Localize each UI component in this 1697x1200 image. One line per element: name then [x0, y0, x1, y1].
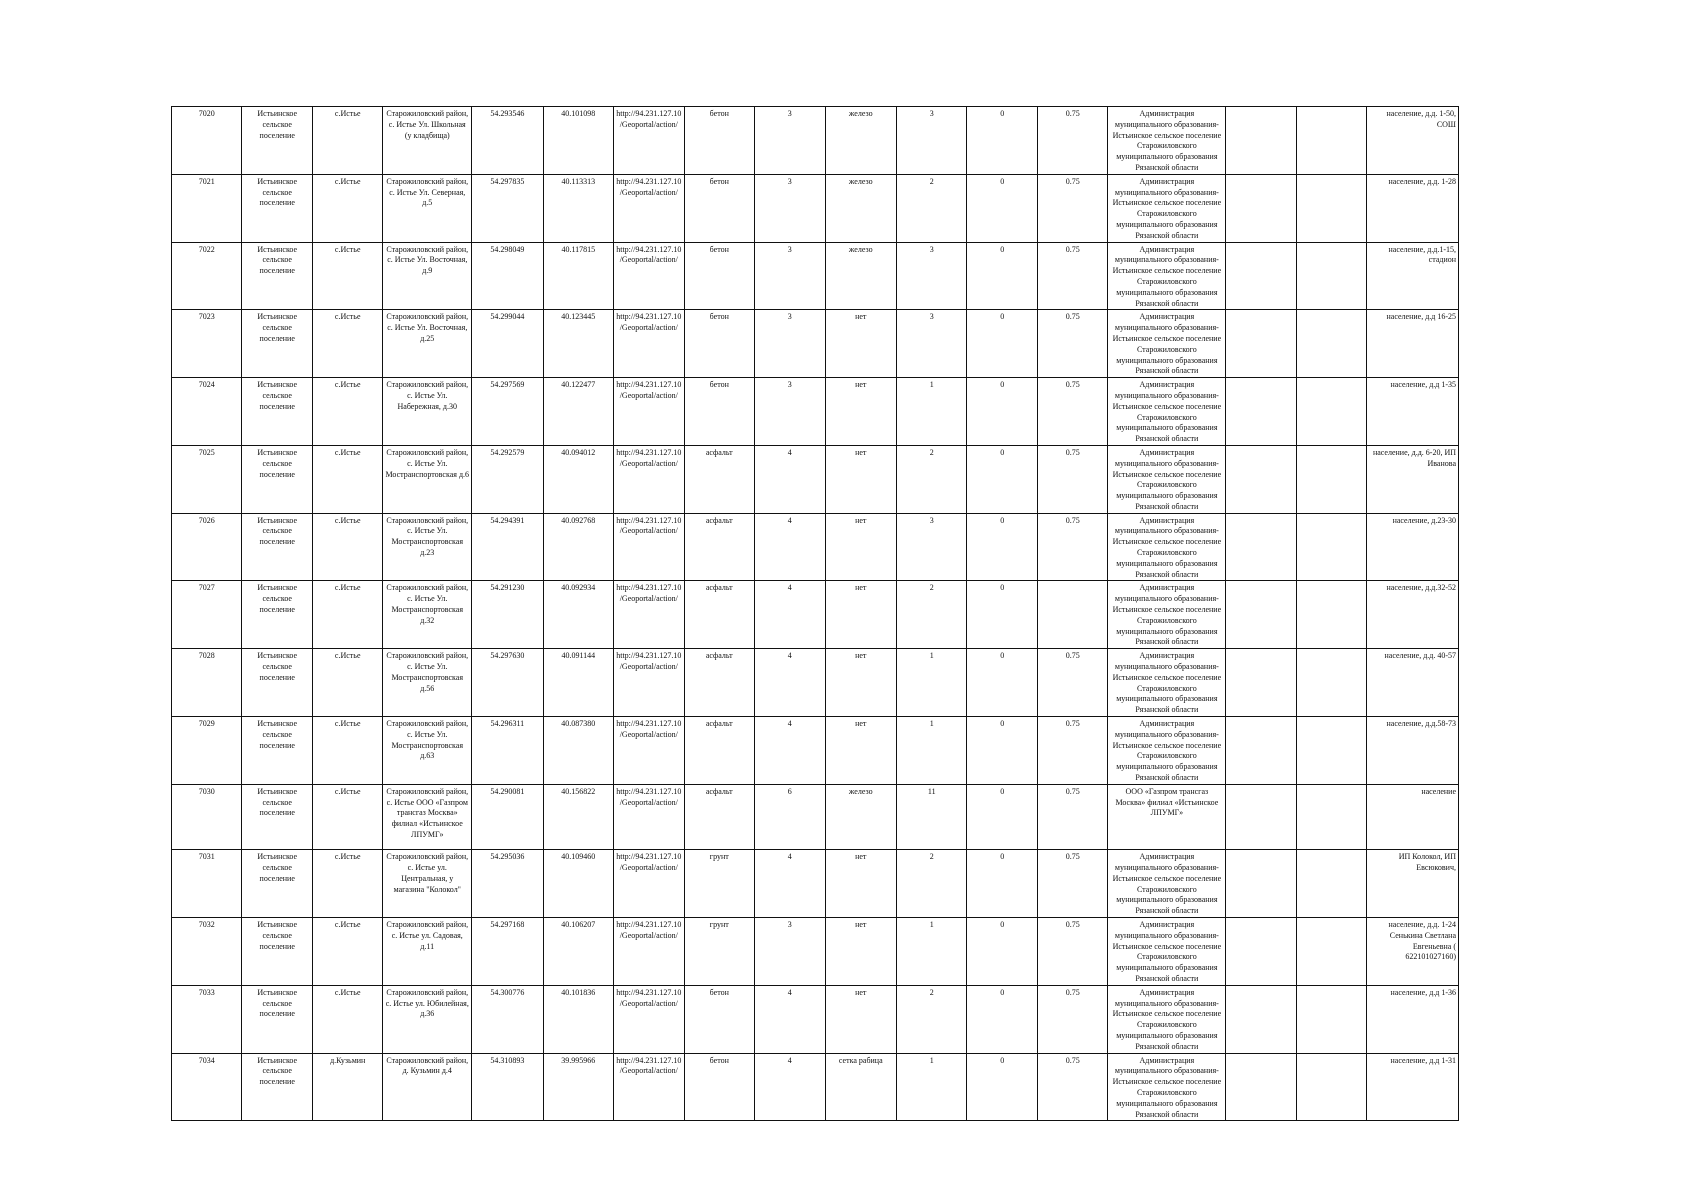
- container-volume-cell: 0.75: [1037, 242, 1107, 310]
- surface-cell: бетон: [684, 310, 754, 378]
- sources-cell: население, д.д. 1-50, СОШ: [1367, 107, 1459, 175]
- sources-cell: население, д.д. 40-57: [1367, 649, 1459, 717]
- container-volume-cell: 0.75: [1037, 1053, 1107, 1121]
- empty-a-cell: [1226, 850, 1296, 918]
- map-link-cell: http://94.231.127.10/Geoportal/action/: [614, 581, 684, 649]
- surface-cell: асфальт: [684, 717, 754, 785]
- map-link-cell: http://94.231.127.10/Geoportal/action/: [614, 917, 684, 985]
- sources-cell: население, д.д. 1-24 Сенькина Светлана Евгеньевна ( 622101027160): [1367, 917, 1459, 985]
- locality-cell: с.Истье: [312, 174, 382, 242]
- longitude-cell: 40.094012: [543, 445, 613, 513]
- surface-cell: асфальт: [684, 581, 754, 649]
- fence-cell: нет: [825, 581, 897, 649]
- site-number-cell: 7033: [172, 985, 242, 1053]
- map-link-cell: http://94.231.127.10/Geoportal/action/: [614, 985, 684, 1053]
- sources-cell: население, д.д 16-25: [1367, 310, 1459, 378]
- container-count-cell: 1: [897, 1053, 967, 1121]
- map-link-cell: http://94.231.127.10/Geoportal/action/: [614, 784, 684, 849]
- empty-a-cell: [1226, 174, 1296, 242]
- container-count-cell: 1: [897, 717, 967, 785]
- empty-b-cell: [1296, 1053, 1366, 1121]
- address-cell: Старожиловский район, с. Истье Ул. Мостранспортовская д.56: [383, 649, 472, 717]
- sources-cell: население, д.д.58-73: [1367, 717, 1459, 785]
- large-container-count-cell: 0: [967, 107, 1037, 175]
- table-row: [172, 649, 1459, 717]
- empty-a-cell: [1226, 581, 1296, 649]
- owner-cell: Администрация муниципального образования-Истьинское сельское поселение Старожиловского муниципального образования Рязанской области: [1108, 917, 1226, 985]
- longitude-cell: 40.106207: [543, 917, 613, 985]
- site-number-cell: 7029: [172, 717, 242, 785]
- address-cell: Старожиловский район, с. Истье Ул. Восточная, д.9: [383, 242, 472, 310]
- fence-cell: сетка рабица: [825, 1053, 897, 1121]
- settlement-cell: Истьинское сельское поселение: [242, 649, 312, 717]
- map-link-cell: http://94.231.127.10/Geoportal/action/: [614, 242, 684, 310]
- owner-cell: Администрация муниципального образования-Истьинское сельское поселение Старожиловского муниципального образования Рязанской области: [1108, 378, 1226, 446]
- longitude-cell: 40.156822: [543, 784, 613, 849]
- map-link-cell: http://94.231.127.10/Geoportal/action/: [614, 717, 684, 785]
- empty-a-cell: [1226, 917, 1296, 985]
- table-row: [172, 107, 1459, 175]
- empty-b-cell: [1296, 513, 1366, 581]
- container-count-cell: 3: [897, 242, 967, 310]
- fence-cell: нет: [825, 649, 897, 717]
- longitude-cell: 40.087380: [543, 717, 613, 785]
- empty-b-cell: [1296, 784, 1366, 849]
- area-cell: 3: [755, 378, 825, 446]
- owner-cell: Администрация муниципального образования-Истьинское сельское поселение Старожиловского муниципального образования Рязанской области: [1108, 242, 1226, 310]
- owner-cell: Администрация муниципального образования-Истьинское сельское поселение Старожиловского муниципального образования Рязанской области: [1108, 445, 1226, 513]
- owner-cell: Администрация муниципального образования-Истьинское сельское поселение Старожиловского муниципального образования Рязанской области: [1108, 310, 1226, 378]
- locality-cell: с.Истье: [312, 917, 382, 985]
- fence-cell: железо: [825, 174, 897, 242]
- map-link-cell: http://94.231.127.10/Geoportal/action/: [614, 445, 684, 513]
- surface-cell: асфальт: [684, 649, 754, 717]
- empty-b-cell: [1296, 850, 1366, 918]
- map-link-cell: http://94.231.127.10/Geoportal/action/: [614, 649, 684, 717]
- container-volume-cell: 0.75: [1037, 107, 1107, 175]
- surface-cell: грунт: [684, 850, 754, 918]
- longitude-cell: 40.113313: [543, 174, 613, 242]
- fence-cell: железо: [825, 784, 897, 849]
- large-container-count-cell: 0: [967, 784, 1037, 849]
- longitude-cell: 40.101836: [543, 985, 613, 1053]
- address-cell: Старожиловский район, с. Истье Ул. Мостранспортовская д.32: [383, 581, 472, 649]
- container-volume-cell: 0.75: [1037, 917, 1107, 985]
- site-number-cell: 7025: [172, 445, 242, 513]
- table-row: [172, 581, 1459, 649]
- site-number-cell: 7024: [172, 378, 242, 446]
- area-cell: 4: [755, 445, 825, 513]
- large-container-count-cell: 0: [967, 649, 1037, 717]
- large-container-count-cell: 0: [967, 378, 1037, 446]
- container-count-cell: 3: [897, 310, 967, 378]
- locality-cell: с.Истье: [312, 717, 382, 785]
- area-cell: 3: [755, 107, 825, 175]
- registry-table-page: [171, 106, 1459, 1119]
- latitude-cell: 54.294391: [472, 513, 544, 581]
- longitude-cell: 39.995966: [543, 1053, 613, 1121]
- locality-cell: с.Истье: [312, 581, 382, 649]
- container-count-cell: 2: [897, 174, 967, 242]
- waste-sites-table: [171, 106, 1459, 1121]
- large-container-count-cell: 0: [967, 717, 1037, 785]
- empty-b-cell: [1296, 242, 1366, 310]
- table-row: [172, 917, 1459, 985]
- site-number-cell: 7028: [172, 649, 242, 717]
- area-cell: 4: [755, 717, 825, 785]
- sources-cell: население, д.д 1-36: [1367, 985, 1459, 1053]
- large-container-count-cell: 0: [967, 581, 1037, 649]
- longitude-cell: 40.091144: [543, 649, 613, 717]
- empty-b-cell: [1296, 378, 1366, 446]
- empty-b-cell: [1296, 717, 1366, 785]
- table-row: [172, 174, 1459, 242]
- latitude-cell: 54.310893: [472, 1053, 544, 1121]
- area-cell: 4: [755, 850, 825, 918]
- area-cell: 3: [755, 174, 825, 242]
- address-cell: Старожиловский район, с. Истье Ул. Северная, д.5: [383, 174, 472, 242]
- large-container-count-cell: 0: [967, 310, 1037, 378]
- address-cell: Старожиловский район, с. Истье Ул. Мостранспортовская д.23: [383, 513, 472, 581]
- table-row: [172, 784, 1459, 849]
- sources-cell: население, д.д 1-31: [1367, 1053, 1459, 1121]
- sources-cell: ИП Колокол, ИП Евсюкович,: [1367, 850, 1459, 918]
- settlement-cell: Истьинское сельское поселение: [242, 985, 312, 1053]
- locality-cell: с.Истье: [312, 985, 382, 1053]
- surface-cell: бетон: [684, 1053, 754, 1121]
- site-number-cell: 7031: [172, 850, 242, 918]
- empty-b-cell: [1296, 649, 1366, 717]
- table-row: [172, 378, 1459, 446]
- site-number-cell: 7032: [172, 917, 242, 985]
- locality-cell: с.Истье: [312, 107, 382, 175]
- address-cell: Старожиловский район, с. Истье Ул. Восточная, д.25: [383, 310, 472, 378]
- sources-cell: население, д.д. 1-28: [1367, 174, 1459, 242]
- map-link-cell: http://94.231.127.10/Geoportal/action/: [614, 378, 684, 446]
- settlement-cell: Истьинское сельское поселение: [242, 784, 312, 849]
- settlement-cell: Истьинское сельское поселение: [242, 581, 312, 649]
- settlement-cell: Истьинское сельское поселение: [242, 513, 312, 581]
- fence-cell: нет: [825, 985, 897, 1053]
- empty-a-cell: [1226, 378, 1296, 446]
- empty-a-cell: [1226, 445, 1296, 513]
- table-row: [172, 717, 1459, 785]
- locality-cell: с.Истье: [312, 445, 382, 513]
- table-row: [172, 310, 1459, 378]
- container-volume-cell: 0.75: [1037, 445, 1107, 513]
- address-cell: Старожиловский район, с. Истье ООО «Газпром трансгаз Москва» филиал «Истьинское ЛПУМГ»: [383, 784, 472, 849]
- longitude-cell: 40.109460: [543, 850, 613, 918]
- owner-cell: ООО «Газпром трансгаз Москва» филиал «Истьинское ЛПУМГ»: [1108, 784, 1226, 849]
- large-container-count-cell: 0: [967, 850, 1037, 918]
- empty-b-cell: [1296, 917, 1366, 985]
- site-number-cell: 7020: [172, 107, 242, 175]
- surface-cell: грунт: [684, 917, 754, 985]
- owner-cell: Администрация муниципального образования-Истьинское сельское поселение Старожиловского муниципального образования Рязанской области: [1108, 717, 1226, 785]
- container-count-cell: 2: [897, 581, 967, 649]
- large-container-count-cell: 0: [967, 513, 1037, 581]
- latitude-cell: 54.296311: [472, 717, 544, 785]
- latitude-cell: 54.297569: [472, 378, 544, 446]
- area-cell: 4: [755, 985, 825, 1053]
- longitude-cell: 40.117815: [543, 242, 613, 310]
- container-volume-cell: 0.75: [1037, 649, 1107, 717]
- address-cell: Старожиловский район, с. Истье ул. Садовая, д.11: [383, 917, 472, 985]
- settlement-cell: Истьинское сельское поселение: [242, 242, 312, 310]
- settlement-cell: Истьинское сельское поселение: [242, 107, 312, 175]
- longitude-cell: 40.092768: [543, 513, 613, 581]
- container-volume-cell: 0.75: [1037, 310, 1107, 378]
- longitude-cell: 40.123445: [543, 310, 613, 378]
- latitude-cell: 54.300776: [472, 985, 544, 1053]
- area-cell: 4: [755, 1053, 825, 1121]
- owner-cell: Администрация муниципального образования-Истьинское сельское поселение Старожиловского муниципального образования Рязанской области: [1108, 513, 1226, 581]
- empty-a-cell: [1226, 1053, 1296, 1121]
- empty-a-cell: [1226, 717, 1296, 785]
- sources-cell: население, д.23-30: [1367, 513, 1459, 581]
- container-count-cell: 2: [897, 850, 967, 918]
- fence-cell: нет: [825, 717, 897, 785]
- owner-cell: Администрация муниципального образования-Истьинское сельское поселение Старожиловского муниципального образования Рязанской области: [1108, 850, 1226, 918]
- empty-a-cell: [1226, 784, 1296, 849]
- table-row: [172, 1053, 1459, 1121]
- locality-cell: с.Истье: [312, 850, 382, 918]
- empty-a-cell: [1226, 513, 1296, 581]
- fence-cell: нет: [825, 917, 897, 985]
- locality-cell: с.Истье: [312, 242, 382, 310]
- site-number-cell: 7027: [172, 581, 242, 649]
- large-container-count-cell: 0: [967, 445, 1037, 513]
- table-row: [172, 445, 1459, 513]
- settlement-cell: Истьинское сельское поселение: [242, 174, 312, 242]
- empty-b-cell: [1296, 174, 1366, 242]
- container-volume-cell: 0.75: [1037, 174, 1107, 242]
- locality-cell: д.Кузьмин: [312, 1053, 382, 1121]
- large-container-count-cell: 0: [967, 985, 1037, 1053]
- large-container-count-cell: 0: [967, 174, 1037, 242]
- owner-cell: Администрация муниципального образования-Истьинское сельское поселение Старожиловского муниципального образования Рязанской области: [1108, 107, 1226, 175]
- table-row: [172, 850, 1459, 918]
- settlement-cell: Истьинское сельское поселение: [242, 445, 312, 513]
- settlement-cell: Истьинское сельское поселение: [242, 310, 312, 378]
- longitude-cell: 40.101098: [543, 107, 613, 175]
- locality-cell: с.Истье: [312, 649, 382, 717]
- surface-cell: бетон: [684, 107, 754, 175]
- container-count-cell: 1: [897, 649, 967, 717]
- container-volume-cell: 0.75: [1037, 850, 1107, 918]
- container-volume-cell: 0.75: [1037, 717, 1107, 785]
- empty-a-cell: [1226, 649, 1296, 717]
- map-link-cell: http://94.231.127.10/Geoportal/action/: [614, 310, 684, 378]
- area-cell: 4: [755, 513, 825, 581]
- map-link-cell: http://94.231.127.10/Geoportal/action/: [614, 174, 684, 242]
- area-cell: 4: [755, 649, 825, 717]
- empty-b-cell: [1296, 581, 1366, 649]
- surface-cell: бетон: [684, 378, 754, 446]
- fence-cell: нет: [825, 378, 897, 446]
- surface-cell: асфальт: [684, 513, 754, 581]
- empty-a-cell: [1226, 242, 1296, 310]
- container-volume-cell: 0.75: [1037, 513, 1107, 581]
- sources-cell: население, д.д.1-15, стадион: [1367, 242, 1459, 310]
- latitude-cell: 54.297168: [472, 917, 544, 985]
- owner-cell: Администрация муниципального образования-Истьинское сельское поселение Старожиловского муниципального образования Рязанской области: [1108, 649, 1226, 717]
- empty-b-cell: [1296, 445, 1366, 513]
- sources-cell: население, д.д. 6-20, ИП Иванова: [1367, 445, 1459, 513]
- fence-cell: нет: [825, 513, 897, 581]
- longitude-cell: 40.122477: [543, 378, 613, 446]
- empty-b-cell: [1296, 107, 1366, 175]
- area-cell: 3: [755, 242, 825, 310]
- container-count-cell: 2: [897, 445, 967, 513]
- empty-a-cell: [1226, 310, 1296, 378]
- map-link-cell: http://94.231.127.10/Geoportal/action/: [614, 107, 684, 175]
- container-volume-cell: 0.75: [1037, 985, 1107, 1053]
- empty-b-cell: [1296, 985, 1366, 1053]
- fence-cell: нет: [825, 310, 897, 378]
- locality-cell: с.Истье: [312, 784, 382, 849]
- site-number-cell: 7026: [172, 513, 242, 581]
- area-cell: 4: [755, 581, 825, 649]
- site-number-cell: 7022: [172, 242, 242, 310]
- owner-cell: Администрация муниципального образования-Истьинское сельское поселение Старожиловского муниципального образования Рязанской области: [1108, 174, 1226, 242]
- map-link-cell: http://94.231.127.10/Geoportal/action/: [614, 850, 684, 918]
- latitude-cell: 54.291230: [472, 581, 544, 649]
- container-count-cell: 3: [897, 513, 967, 581]
- locality-cell: с.Истье: [312, 378, 382, 446]
- table-row: [172, 513, 1459, 581]
- fence-cell: железо: [825, 107, 897, 175]
- surface-cell: асфальт: [684, 445, 754, 513]
- sources-cell: население: [1367, 784, 1459, 849]
- fence-cell: нет: [825, 445, 897, 513]
- large-container-count-cell: 0: [967, 917, 1037, 985]
- fence-cell: железо: [825, 242, 897, 310]
- latitude-cell: 54.292579: [472, 445, 544, 513]
- settlement-cell: Истьинское сельское поселение: [242, 850, 312, 918]
- empty-a-cell: [1226, 985, 1296, 1053]
- table-row: [172, 985, 1459, 1053]
- latitude-cell: 54.299044: [472, 310, 544, 378]
- site-number-cell: 7030: [172, 784, 242, 849]
- container-volume-cell: 0.75: [1037, 378, 1107, 446]
- surface-cell: бетон: [684, 985, 754, 1053]
- address-cell: Старожиловский район, с. Истье Ул. Набережная, д.30: [383, 378, 472, 446]
- container-volume-cell: [1037, 581, 1107, 649]
- area-cell: 6: [755, 784, 825, 849]
- address-cell: Старожиловский район, с. Истье Ул. Мостранспортовская д.6: [383, 445, 472, 513]
- site-number-cell: 7021: [172, 174, 242, 242]
- longitude-cell: 40.092934: [543, 581, 613, 649]
- surface-cell: бетон: [684, 242, 754, 310]
- container-count-cell: 1: [897, 378, 967, 446]
- latitude-cell: 54.295036: [472, 850, 544, 918]
- large-container-count-cell: 0: [967, 242, 1037, 310]
- map-link-cell: http://94.231.127.10/Geoportal/action/: [614, 1053, 684, 1121]
- address-cell: Старожиловский район, с. Истье ул. Центральная, у магазина "Колокол": [383, 850, 472, 918]
- owner-cell: Администрация муниципального образования-Истьинское сельское поселение Старожиловского муниципального образования Рязанской области: [1108, 581, 1226, 649]
- table-row: [172, 242, 1459, 310]
- container-count-cell: 3: [897, 107, 967, 175]
- address-cell: Старожиловский район, с. Истье Ул. Школьная (у кладбища): [383, 107, 472, 175]
- address-cell: Старожиловский район, с. Истье ул. Юбилейная, д.36: [383, 985, 472, 1053]
- sources-cell: население, д.д.32-52: [1367, 581, 1459, 649]
- latitude-cell: 54.293546: [472, 107, 544, 175]
- latitude-cell: 54.290081: [472, 784, 544, 849]
- latitude-cell: 54.298049: [472, 242, 544, 310]
- settlement-cell: Истьинское сельское поселение: [242, 1053, 312, 1121]
- surface-cell: асфальт: [684, 784, 754, 849]
- map-link-cell: http://94.231.127.10/Geoportal/action/: [614, 513, 684, 581]
- latitude-cell: 54.297835: [472, 174, 544, 242]
- area-cell: 3: [755, 917, 825, 985]
- settlement-cell: Истьинское сельское поселение: [242, 378, 312, 446]
- surface-cell: бетон: [684, 174, 754, 242]
- address-cell: Старожиловский район, д. Кузьмин д.4: [383, 1053, 472, 1121]
- settlement-cell: Истьинское сельское поселение: [242, 917, 312, 985]
- site-number-cell: 7023: [172, 310, 242, 378]
- large-container-count-cell: 0: [967, 1053, 1037, 1121]
- empty-b-cell: [1296, 310, 1366, 378]
- address-cell: Старожиловский район, с. Истье Ул. Мостранспортовская д.63: [383, 717, 472, 785]
- empty-a-cell: [1226, 107, 1296, 175]
- container-count-cell: 11: [897, 784, 967, 849]
- owner-cell: Администрация муниципального образования-Истьинское сельское поселение Старожиловского муниципального образования Рязанской области: [1108, 985, 1226, 1053]
- locality-cell: с.Истье: [312, 513, 382, 581]
- container-volume-cell: 0.75: [1037, 784, 1107, 849]
- settlement-cell: Истьинское сельское поселение: [242, 717, 312, 785]
- owner-cell: Администрация муниципального образования-Истьинское сельское поселение Старожиловского муниципального образования Рязанской области: [1108, 1053, 1226, 1121]
- container-count-cell: 1: [897, 917, 967, 985]
- site-number-cell: 7034: [172, 1053, 242, 1121]
- latitude-cell: 54.297630: [472, 649, 544, 717]
- area-cell: 3: [755, 310, 825, 378]
- fence-cell: нет: [825, 850, 897, 918]
- sources-cell: население, д.д 1-35: [1367, 378, 1459, 446]
- container-count-cell: 2: [897, 985, 967, 1053]
- locality-cell: с.Истье: [312, 310, 382, 378]
